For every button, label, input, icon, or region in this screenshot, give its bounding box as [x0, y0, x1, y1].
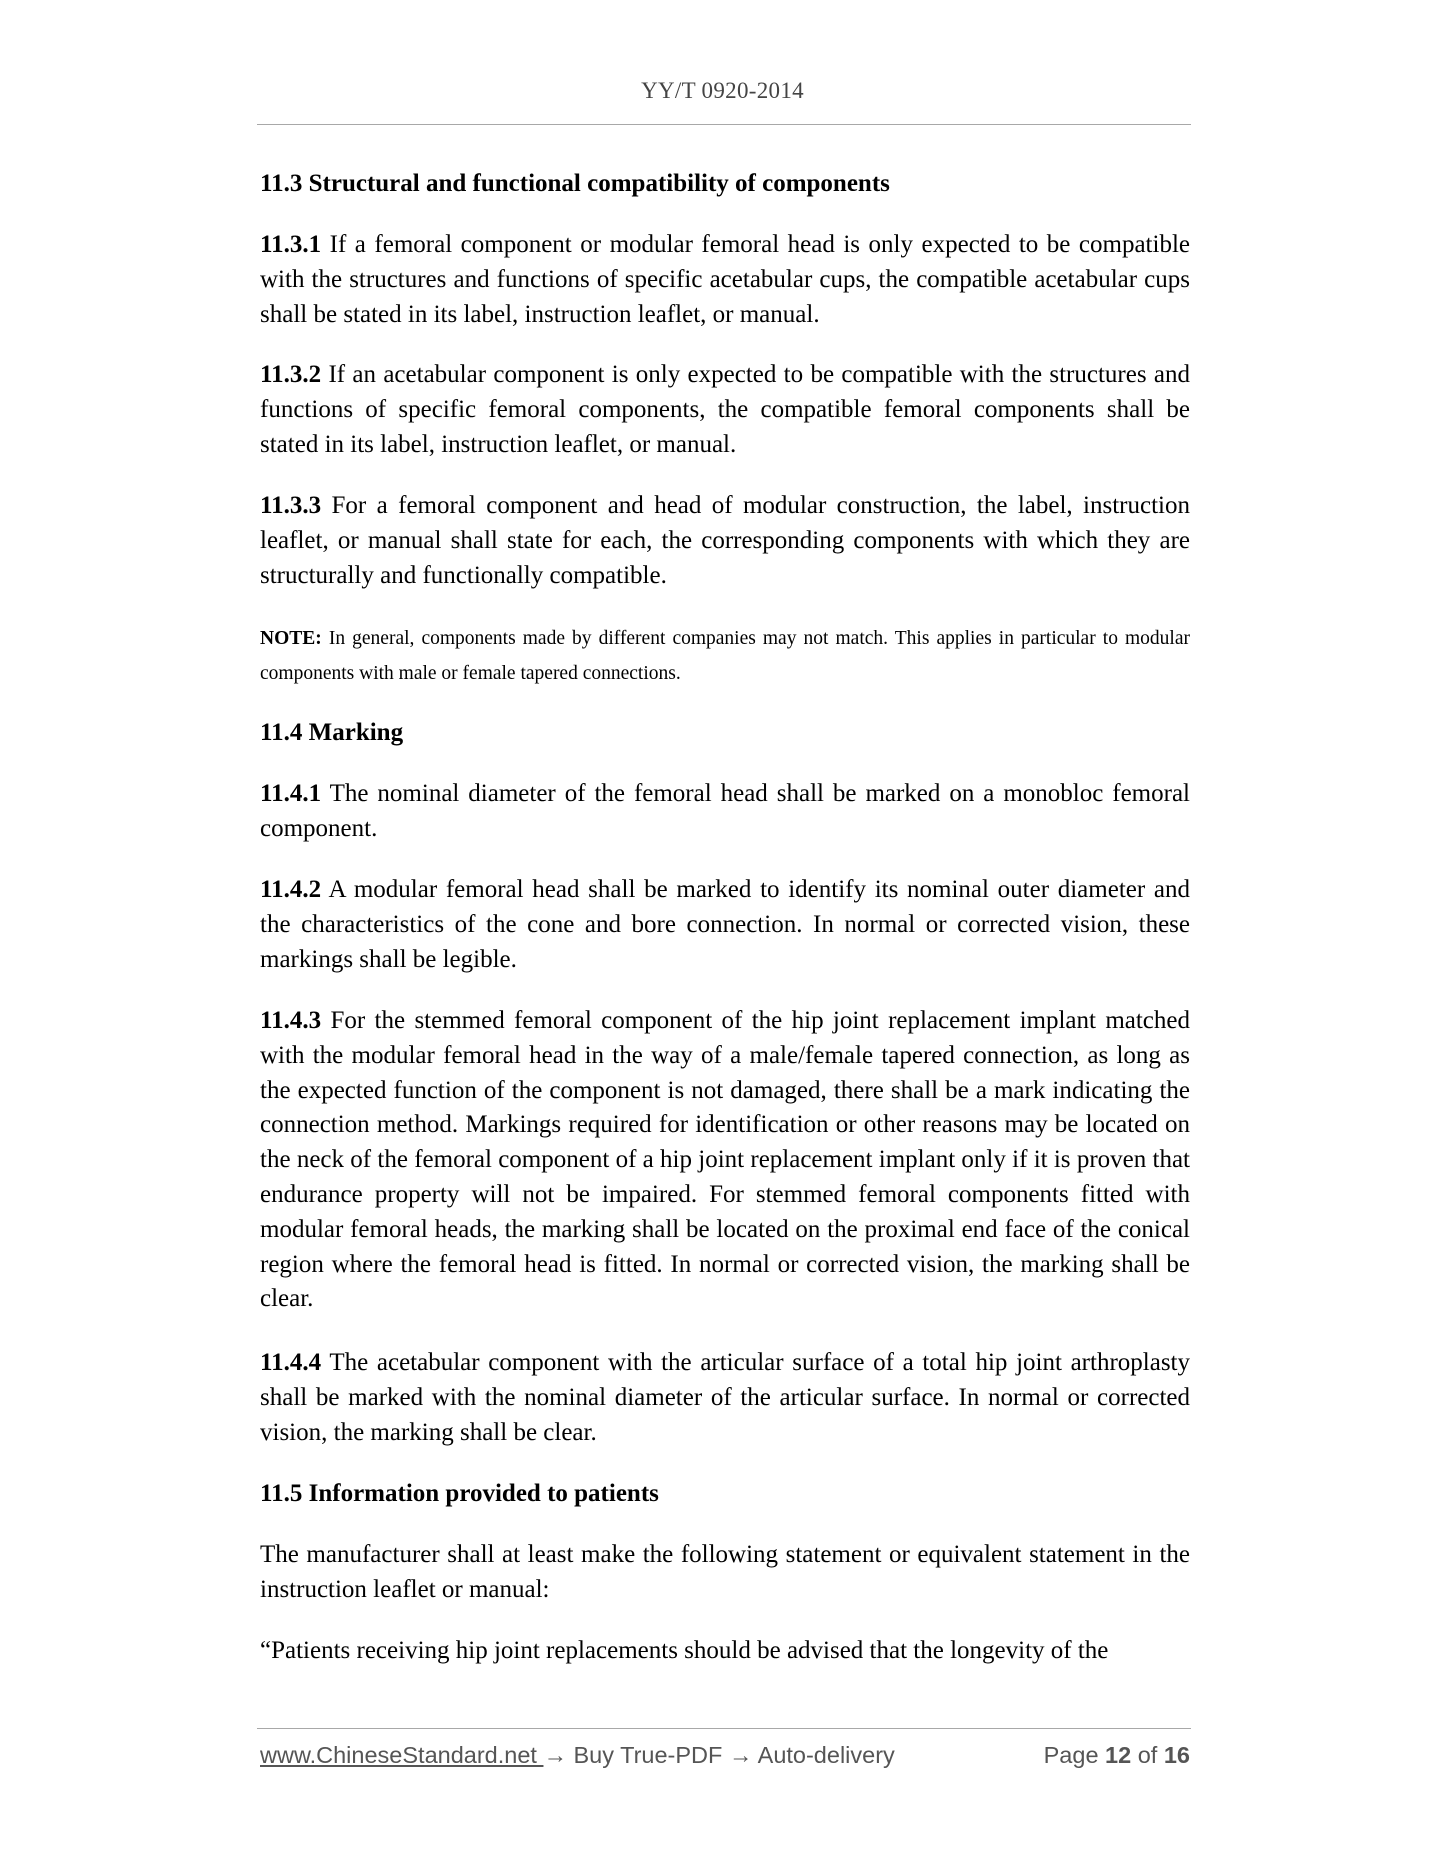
- clause-text: For the stemmed femoral component of the hip joint replacement implant matched with the modular femoral head in the way of a male/female tapered connection, as long as the expected function of the component is not damaged, there shall be a mark indicating the connection method. Markings required for identification or other reasons may be located on the neck of the femoral component of a hip joint replacement implant only if it is proven that endurance property will not be impaired. For stemmed femoral components fitted with modular femoral heads, the marking shall be located on the proximal end face of the conical region where the femoral head is fitted. In normal or corrected vision, the marking shall be clear.: [260, 1007, 1190, 1313]
- website-link[interactable]: www.ChineseStandard.net: [260, 1742, 544, 1768]
- paragraph-11-5-quote: “Patients receiving hip joint replacements should be advised that the longevity of the: [260, 1637, 1109, 1664]
- clause-number: 11.4.3: [260, 1007, 322, 1034]
- clause-11-4-4: [260, 1346, 1190, 1450]
- section-heading-11-3: 11.3 Structural and functional compatibility of components: [260, 170, 890, 197]
- clause-11-3-3: [260, 489, 1190, 593]
- clause-number: 11.4.4: [260, 1349, 322, 1376]
- footer-divider: [257, 1728, 1191, 1729]
- clause-number: 11.3.2: [260, 361, 322, 388]
- clause-11-4-2: [260, 873, 1190, 977]
- clause-11-3-2: [260, 358, 1190, 462]
- clause-text: The acetabular component with the articular surface of a total hip joint arthroplasty shall be marked with the nominal diameter of the articular surface. In normal or corrected vision, the marking shall be clear.: [260, 1349, 1190, 1446]
- page-footer: [260, 1742, 1190, 1778]
- footer-promo: [260, 1742, 895, 1769]
- note-label: NOTE:: [260, 628, 322, 649]
- clause-number: 11.3.1: [260, 231, 322, 258]
- document-code-header: YY/T 0920-2014: [641, 78, 804, 103]
- clause-number: 11.4.1: [260, 780, 322, 807]
- note-11-3: [260, 622, 1190, 691]
- clause-text: For a femoral component and head of modular construction, the label, instruction leaflet, or manual shall state for each, the corresponding components with which they are structurally and functionally compatible.: [260, 492, 1190, 589]
- section-heading-11-4: 11.4 Marking: [260, 719, 404, 746]
- arrow-right-icon: →: [543, 1742, 567, 1768]
- clause-number: 11.4.2: [260, 876, 322, 903]
- note-text: In general, components made by different companies may not match. This applies in particular to modular components with male or female tapered connections.: [260, 628, 1190, 684]
- clause-number: 11.3.3: [260, 492, 322, 519]
- clause-text: The nominal diameter of the femoral head shall be marked on a monobloc femoral component.: [260, 780, 1190, 842]
- section-heading-11-5: 11.5 Information provided to patients: [260, 1480, 659, 1507]
- page-indicator: [1044, 1742, 1190, 1769]
- paragraph-11-5-intro: The manufacturer shall at least make the following statement or equivalent statement in the instruction leaflet or manual:: [260, 1541, 1190, 1603]
- arrow-right-icon: →: [728, 1742, 753, 1768]
- clause-text: If an acetabular component is only expected to be compatible with the structures and functions of specific femoral components, the compatible femoral components shall be stated in its label, instruction leaflet, or manual.: [260, 361, 1190, 458]
- clause-text: A modular femoral head shall be marked to identify its nominal outer diameter and the characteristics of the cone and bore connection. In normal or corrected vision, these markings shall be legible.: [260, 876, 1190, 973]
- clause-11-4-1: [260, 777, 1190, 847]
- header-divider: [257, 124, 1191, 125]
- buy-true-pdf-text: Buy True-PDF: [566, 1742, 729, 1768]
- page-number: 12: [1105, 1742, 1132, 1768]
- page-label: Page: [1043, 1742, 1106, 1768]
- clause-11-4-3: [260, 1004, 1190, 1317]
- clause-11-3-1: [260, 228, 1190, 332]
- auto-delivery-text: Auto-delivery: [752, 1742, 895, 1768]
- page-total: 16: [1163, 1742, 1190, 1768]
- clause-text: If a femoral component or modular femoral head is only expected to be compatible with the structures and functions of specific acetabular cups, the compatible acetabular cups shall be stated in its label, instruction leaflet, or manual.: [260, 231, 1190, 328]
- of-label: of: [1131, 1742, 1164, 1768]
